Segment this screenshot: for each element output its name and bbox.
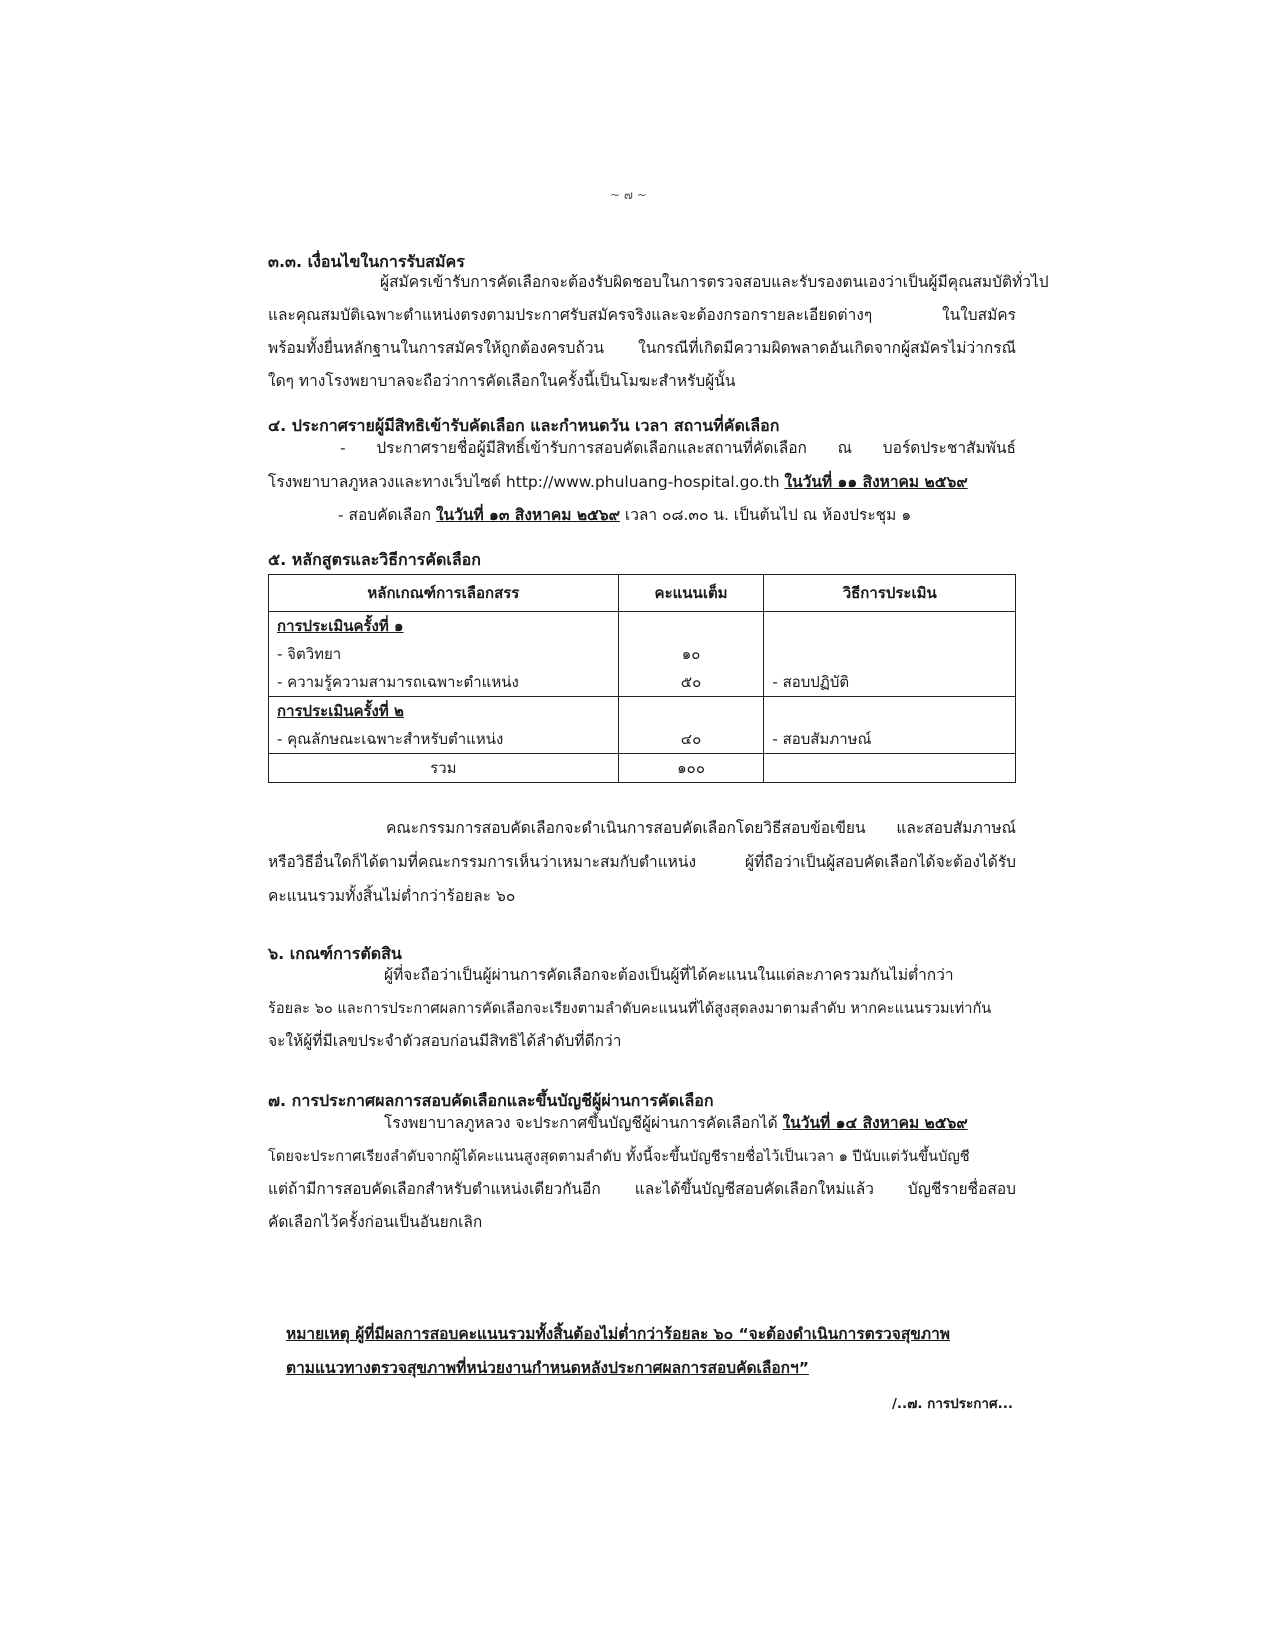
section-4-heading: ๔. ประกาศรายผู้มีสิทธิเข้ารับคัดเลือก และกำหนดวัน เวลา สถานที่คัดเลือก xyxy=(268,416,780,435)
section-7-line: คัดเลือกไว้ครั้งก่อนเป็นอันยกเลิก xyxy=(268,1213,483,1231)
note-line: ตามแนวทางตรวจสุขภาพที่หน่วยงานกำหนดหลังประกาศผลการสอบคัดเลือกฯ” xyxy=(286,1359,809,1377)
section-3-3-line: พร้อมทั้งยื่นหลักฐานในการสมัครให้ถูกต้องครบถ้วน ในกรณีที่เกิดมีความผิดพลาดอันเกิดจากผู้สมัครไม่ว่ากรณี xyxy=(268,339,1016,357)
round-2-title: การประเมินครั้งที่ ๒ xyxy=(277,702,404,720)
table-total-row xyxy=(269,754,1016,783)
announce-date: ในวันที่ ๑๑ สิงหาคม ๒๕๖๙ xyxy=(784,473,968,491)
section-5-para-line: หรือวิธีอื่นใดก็ได้ตามที่คณะกรรมการเห็นว่าเหมาะสมกับตำแหน่ง ผู้ที่ถือว่าเป็นผู้สอบคัดเลือกได้จะต้องได้รับ xyxy=(268,853,1016,871)
section-6-line: ผู้ที่จะถือว่าเป็นผู้ผ่านการคัดเลือกจะต้องเป็นผู้ที่ได้คะแนนในแต่ละภาครวมกันไม่ต่ำกว่า xyxy=(384,966,954,984)
continuation-text: /..๗. การประกาศ... xyxy=(892,1396,1013,1412)
result-date: ในวันที่ ๑๔ สิงหาคม ๒๕๖๙ xyxy=(782,1114,968,1132)
table-header-row xyxy=(269,575,1016,612)
round-1-title: การประเมินครั้งที่ ๑ xyxy=(277,617,404,635)
note-text: ผู้ที่มีผลการสอบคะแนนรวมทั้งสิ้นต้องไม่ต่ำกว่าร้อยละ ๖๐ “จะต้องดำเนินการตรวจสุขภาพ xyxy=(349,1325,951,1343)
section-7-line xyxy=(384,1107,968,1140)
section-3-3-heading: ๓.๓. เงื่อนไขในการรับสมัคร xyxy=(268,252,465,271)
section-4-line xyxy=(338,499,911,532)
section-6-line: ร้อยละ ๖๐ และการประกาศผลการคัดเลือกจะเรียงตามลำดับคะแนนที่ได้สูงสุดลงมาตามลำดับ หากคะแนนรวมเท่ากัน xyxy=(268,1000,992,1017)
criteria-item: - ความรู้ความสามารถเฉพาะตำแหน่ง xyxy=(277,673,519,691)
section-5-heading: ๕. หลักสูตรและวิธีการคัดเลือก xyxy=(268,550,481,569)
page-number: ~ ๗ ~ xyxy=(610,188,647,202)
section-6-line: จะให้ผู้ที่มีเลขประจำตัวสอบก่อนมีสิทธิได้ลำดับที่ดีกว่า xyxy=(268,1032,622,1050)
section-6-heading: ๖. เกณฑ์การตัดสิน xyxy=(268,944,402,963)
section-5-para-line: คะแนนรวมทั้งสิ้นไม่ต่ำกว่าร้อยละ ๖๐ xyxy=(268,887,516,905)
total-label: รวม xyxy=(430,759,457,777)
section-3-3-line: และคุณสมบัติเฉพาะตำแหน่งตรงตามประกาศรับสมัครจริงและจะต้องกรอกรายละเอียดต่างๆ ในใบสมัคร xyxy=(268,306,1016,324)
section-4-line: - ประกาศรายชื่อผู้มีสิทธิ์เข้ารับการสอบคัดเลือกและสถานที่คัดเลือก ณ บอร์ดประชาสัมพันธ์ xyxy=(340,439,1016,457)
criteria-table xyxy=(268,574,1016,783)
table-row xyxy=(269,612,1016,697)
section-7-heading: ๗. การประกาศผลการสอบคัดเลือกและขึ้นบัญชีผู้ผ่านการคัดเลือก xyxy=(268,1091,714,1110)
score-cell: ๕๐ xyxy=(680,673,702,691)
method-cell: - สอบปฏิบัติ xyxy=(772,673,850,691)
table-header: วิธีการประเมิน xyxy=(764,575,1016,612)
note-line xyxy=(286,1317,950,1351)
section-5-para-line: คณะกรรมการสอบคัดเลือกจะดำเนินการสอบคัดเลือกโดยวิธีสอบข้อเขียน และสอบสัมภาษณ์ xyxy=(386,819,1016,837)
website-text: โรงพยาบาลภูหลวงและทางเว็บไซต์ http://www.phuluang-hospital.go.th xyxy=(268,473,785,491)
exam-label: - สอบคัดเลือก xyxy=(338,506,436,524)
table-row xyxy=(269,697,1016,754)
section-3-3-line: ผู้สมัครเข้ารับการคัดเลือกจะต้องรับผิดชอบในการตรวจสอบและรับรองตนเองว่าเป็นผู้มีคุณสมบัติทั่วไป xyxy=(380,273,1049,291)
score-cell: ๔๐ xyxy=(680,730,702,748)
method-cell: - สอบสัมภาษณ์ xyxy=(772,730,872,748)
table-header: คะแนนเต็ม xyxy=(618,575,764,612)
note-label: หมายเหตุ xyxy=(286,1325,350,1343)
criteria-item: - จิตวิทยา xyxy=(277,645,342,663)
score-cell: ๑๐ xyxy=(681,645,701,663)
section-3-3-line: ใดๆ ทางโรงพยาบาลจะถือว่าการคัดเลือกในครั้งนี้เป็นโมฆะสำหรับผู้นั้น xyxy=(268,372,736,390)
section-7-line: โดยจะประกาศเรียงลำดับจากผู้ได้คะแนนสูงสุดตามลำดับ ทั้งนี้จะขึ้นบัญชีรายชื่อไว้เป็นเวลา ๑ ปีนับแต่วันขึ้นบัญชี xyxy=(268,1148,970,1165)
section-7-line: แต่ถ้ามีการสอบคัดเลือกสำหรับตำแหน่งเดียวกันอีก และได้ขึ้นบัญชีสอบคัดเลือกใหม่แล้ว บัญชีรายชื่อสอบ xyxy=(268,1180,1016,1198)
exam-time-place: เวลา ๐๘.๓๐ น. เป็นต้นไป ณ ห้องประชุม ๑ xyxy=(619,506,912,524)
criteria-item: - คุณลักษณะเฉพาะสำหรับตำแหน่ง xyxy=(277,730,504,748)
total-score: ๑๐๐ xyxy=(677,759,705,777)
section-7-text: โรงพยาบาลภูหลวง จะประกาศขึ้นบัญชีผู้ผ่านการคัดเลือกได้ xyxy=(384,1114,783,1132)
section-4-line xyxy=(268,466,968,499)
exam-date: ในวันที่ ๑๓ สิงหาคม ๒๕๖๙ xyxy=(435,506,620,524)
table-header: หลักเกณฑ์การเลือกสรร xyxy=(269,575,619,612)
